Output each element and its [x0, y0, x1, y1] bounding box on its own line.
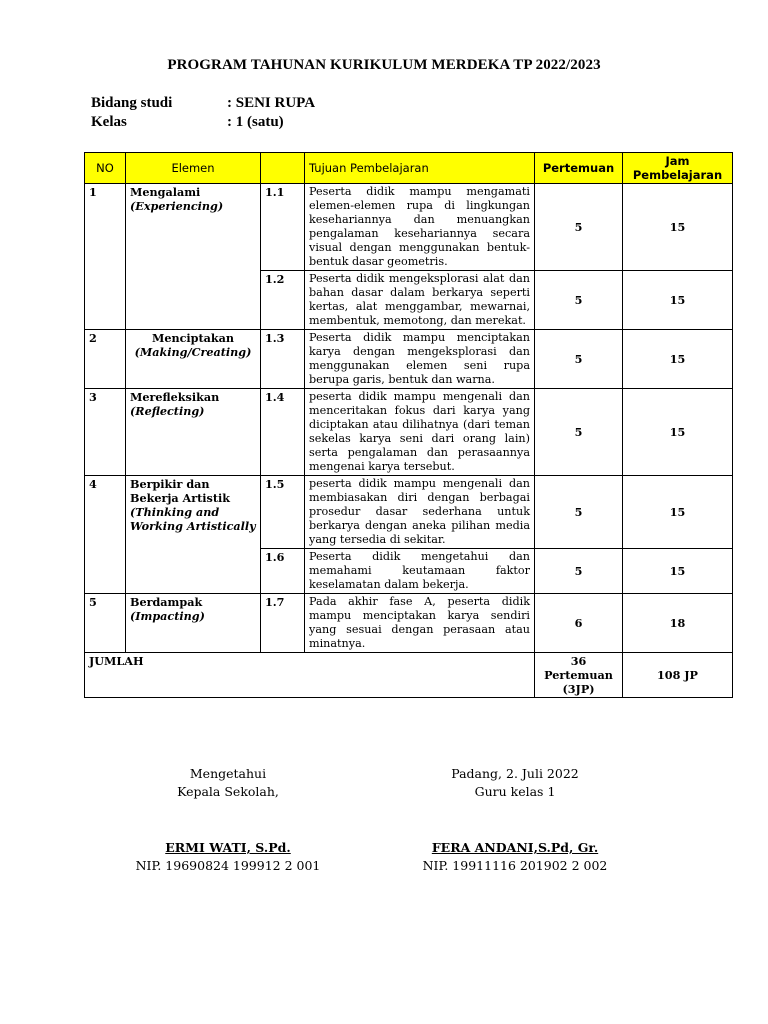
row-tujuan: Peserta didik mampu menciptakan karya dengan mengeksplorasi dan menggunakan elemen seni rupa berupa garis, bentuk dan warna. — [305, 330, 535, 389]
row-pertemuan: 5 — [535, 271, 623, 330]
row-jam: 15 — [623, 549, 733, 594]
subject-line — [91, 95, 315, 112]
row-elemen — [126, 330, 261, 389]
table-row — [85, 594, 733, 653]
row-code: 1.1 — [261, 184, 305, 271]
elemen-name: Merefleksikan — [130, 390, 220, 404]
row-pertemuan: 5 — [535, 476, 623, 549]
row-pertemuan: 6 — [535, 594, 623, 653]
row-tujuan: Peserta didik mengeksplorasi alat dan bahan dasar dalam berkarya seperti kertas, alat menggambar, mewarnai, membentuk, memotong, dan merekat. — [305, 271, 535, 330]
header-no: NO — [85, 153, 126, 184]
elemen-english: (Making/Creating) — [134, 345, 252, 359]
row-elemen — [126, 389, 261, 476]
row-pertemuan: 5 — [535, 549, 623, 594]
row-pertemuan: 5 — [535, 389, 623, 476]
table-row — [85, 476, 733, 549]
header-pertemuan: Pertemuan — [535, 153, 623, 184]
row-tujuan: peserta didik mampu mengenali dan menceritakan fokus dari karya yang diciptakan atau dilihatnya (dari teman sekelas karya seni dari orang lain) serta pengalaman dan perasaannya mengenai karya tersebut. — [305, 389, 535, 476]
row-no: 2 — [85, 330, 126, 389]
row-tujuan: Peserta didik mengetahui dan memahami keutamaan faktor keselamatan dalam bekerja. — [305, 549, 535, 594]
sign-nip: NIP. 19911116 201902 2 002 — [422, 858, 608, 873]
row-tujuan: Peserta didik mampu mengamati elemen-elemen rupa di lingkungan kesehariannya dan menuangkan pengalaman kesehariannya secara visual dengan menggunakan bentuk-bentuk dasar geometris. — [305, 184, 535, 271]
row-jam: 15 — [623, 271, 733, 330]
header-elemen: Elemen — [126, 153, 261, 184]
table-row — [85, 330, 733, 389]
elemen-english: (Experiencing) — [130, 199, 224, 213]
sign-nip: NIP. 19690824 199912 2 001 — [135, 858, 321, 873]
document-title: PROGRAM TAHUNAN KURIKULUM MERDEKA TP 2022/2023 — [167, 57, 601, 73]
row-jam: 18 — [623, 594, 733, 653]
row-no: 1 — [85, 184, 126, 330]
signature-principal — [128, 765, 328, 875]
row-no: 5 — [85, 594, 126, 653]
row-pertemuan: 5 — [535, 330, 623, 389]
elemen-name: Menciptakan — [151, 331, 235, 345]
elemen-english: (Thinking and Working Artistically — [130, 505, 256, 533]
total-row — [85, 653, 733, 698]
program-table — [84, 152, 733, 698]
class-label: Kelas — [91, 114, 127, 130]
row-no: 3 — [85, 389, 126, 476]
row-tujuan: peserta didik mampu mengenali dan membiasakan diri dengan berbagai prosedur dasar sederhana untuk berkarya dengan aneka pilihan media yang tersedia di sekitar. — [305, 476, 535, 549]
row-jam: 15 — [623, 389, 733, 476]
row-jam: 15 — [623, 330, 733, 389]
table-row — [85, 389, 733, 476]
elemen-name: Berdampak — [130, 595, 203, 609]
row-jam: 15 — [623, 476, 733, 549]
row-elemen — [126, 476, 261, 594]
class-line — [91, 114, 284, 131]
total-label: JUMLAH — [85, 653, 535, 698]
row-code: 1.4 — [261, 389, 305, 476]
row-tujuan: Pada akhir fase A, peserta didik mampu menciptakan karya sendiri yang sesuai dengan perasaan atau minatnya. — [305, 594, 535, 653]
sign-place-date: Padang, 2. Juli 2022 — [451, 766, 579, 781]
sign-name: FERA ANDANI,S.Pd, Gr. — [431, 840, 599, 855]
sign-role: Kepala Sekolah, — [177, 784, 279, 799]
subject-value: : SENI RUPA — [227, 95, 316, 111]
row-elemen — [126, 184, 261, 330]
elemen-name: Mengalami — [130, 185, 201, 199]
row-code: 1.6 — [261, 549, 305, 594]
signature-teacher — [405, 765, 625, 875]
sign-name: ERMI WATI, S.Pd. — [165, 840, 291, 855]
total-pertemuan: 36 Pertemuan (3JP) — [535, 653, 623, 698]
elemen-name: Berpikir dan Bekerja Artistik — [130, 477, 230, 505]
table-row — [85, 184, 733, 271]
sign-acknowledge: Mengetahui — [189, 766, 267, 781]
subject-label: Bidang studi — [91, 95, 173, 111]
header-jam: Jam Pembelajaran — [623, 153, 733, 184]
row-code: 1.2 — [261, 271, 305, 330]
header-tujuan: Tujuan Pembelajaran — [305, 153, 535, 184]
sign-role: Guru kelas 1 — [474, 784, 556, 799]
header-code — [261, 153, 305, 184]
row-jam: 15 — [623, 184, 733, 271]
row-no: 4 — [85, 476, 126, 594]
row-code: 1.5 — [261, 476, 305, 549]
table-header-row — [85, 153, 733, 184]
elemen-english: (Impacting) — [130, 609, 205, 623]
row-code: 1.3 — [261, 330, 305, 389]
elemen-english: (Reflecting) — [130, 404, 205, 418]
class-value: : 1 (satu) — [227, 114, 284, 130]
total-jam: 108 JP — [623, 653, 733, 698]
row-code: 1.7 — [261, 594, 305, 653]
row-pertemuan: 5 — [535, 184, 623, 271]
row-elemen — [126, 594, 261, 653]
